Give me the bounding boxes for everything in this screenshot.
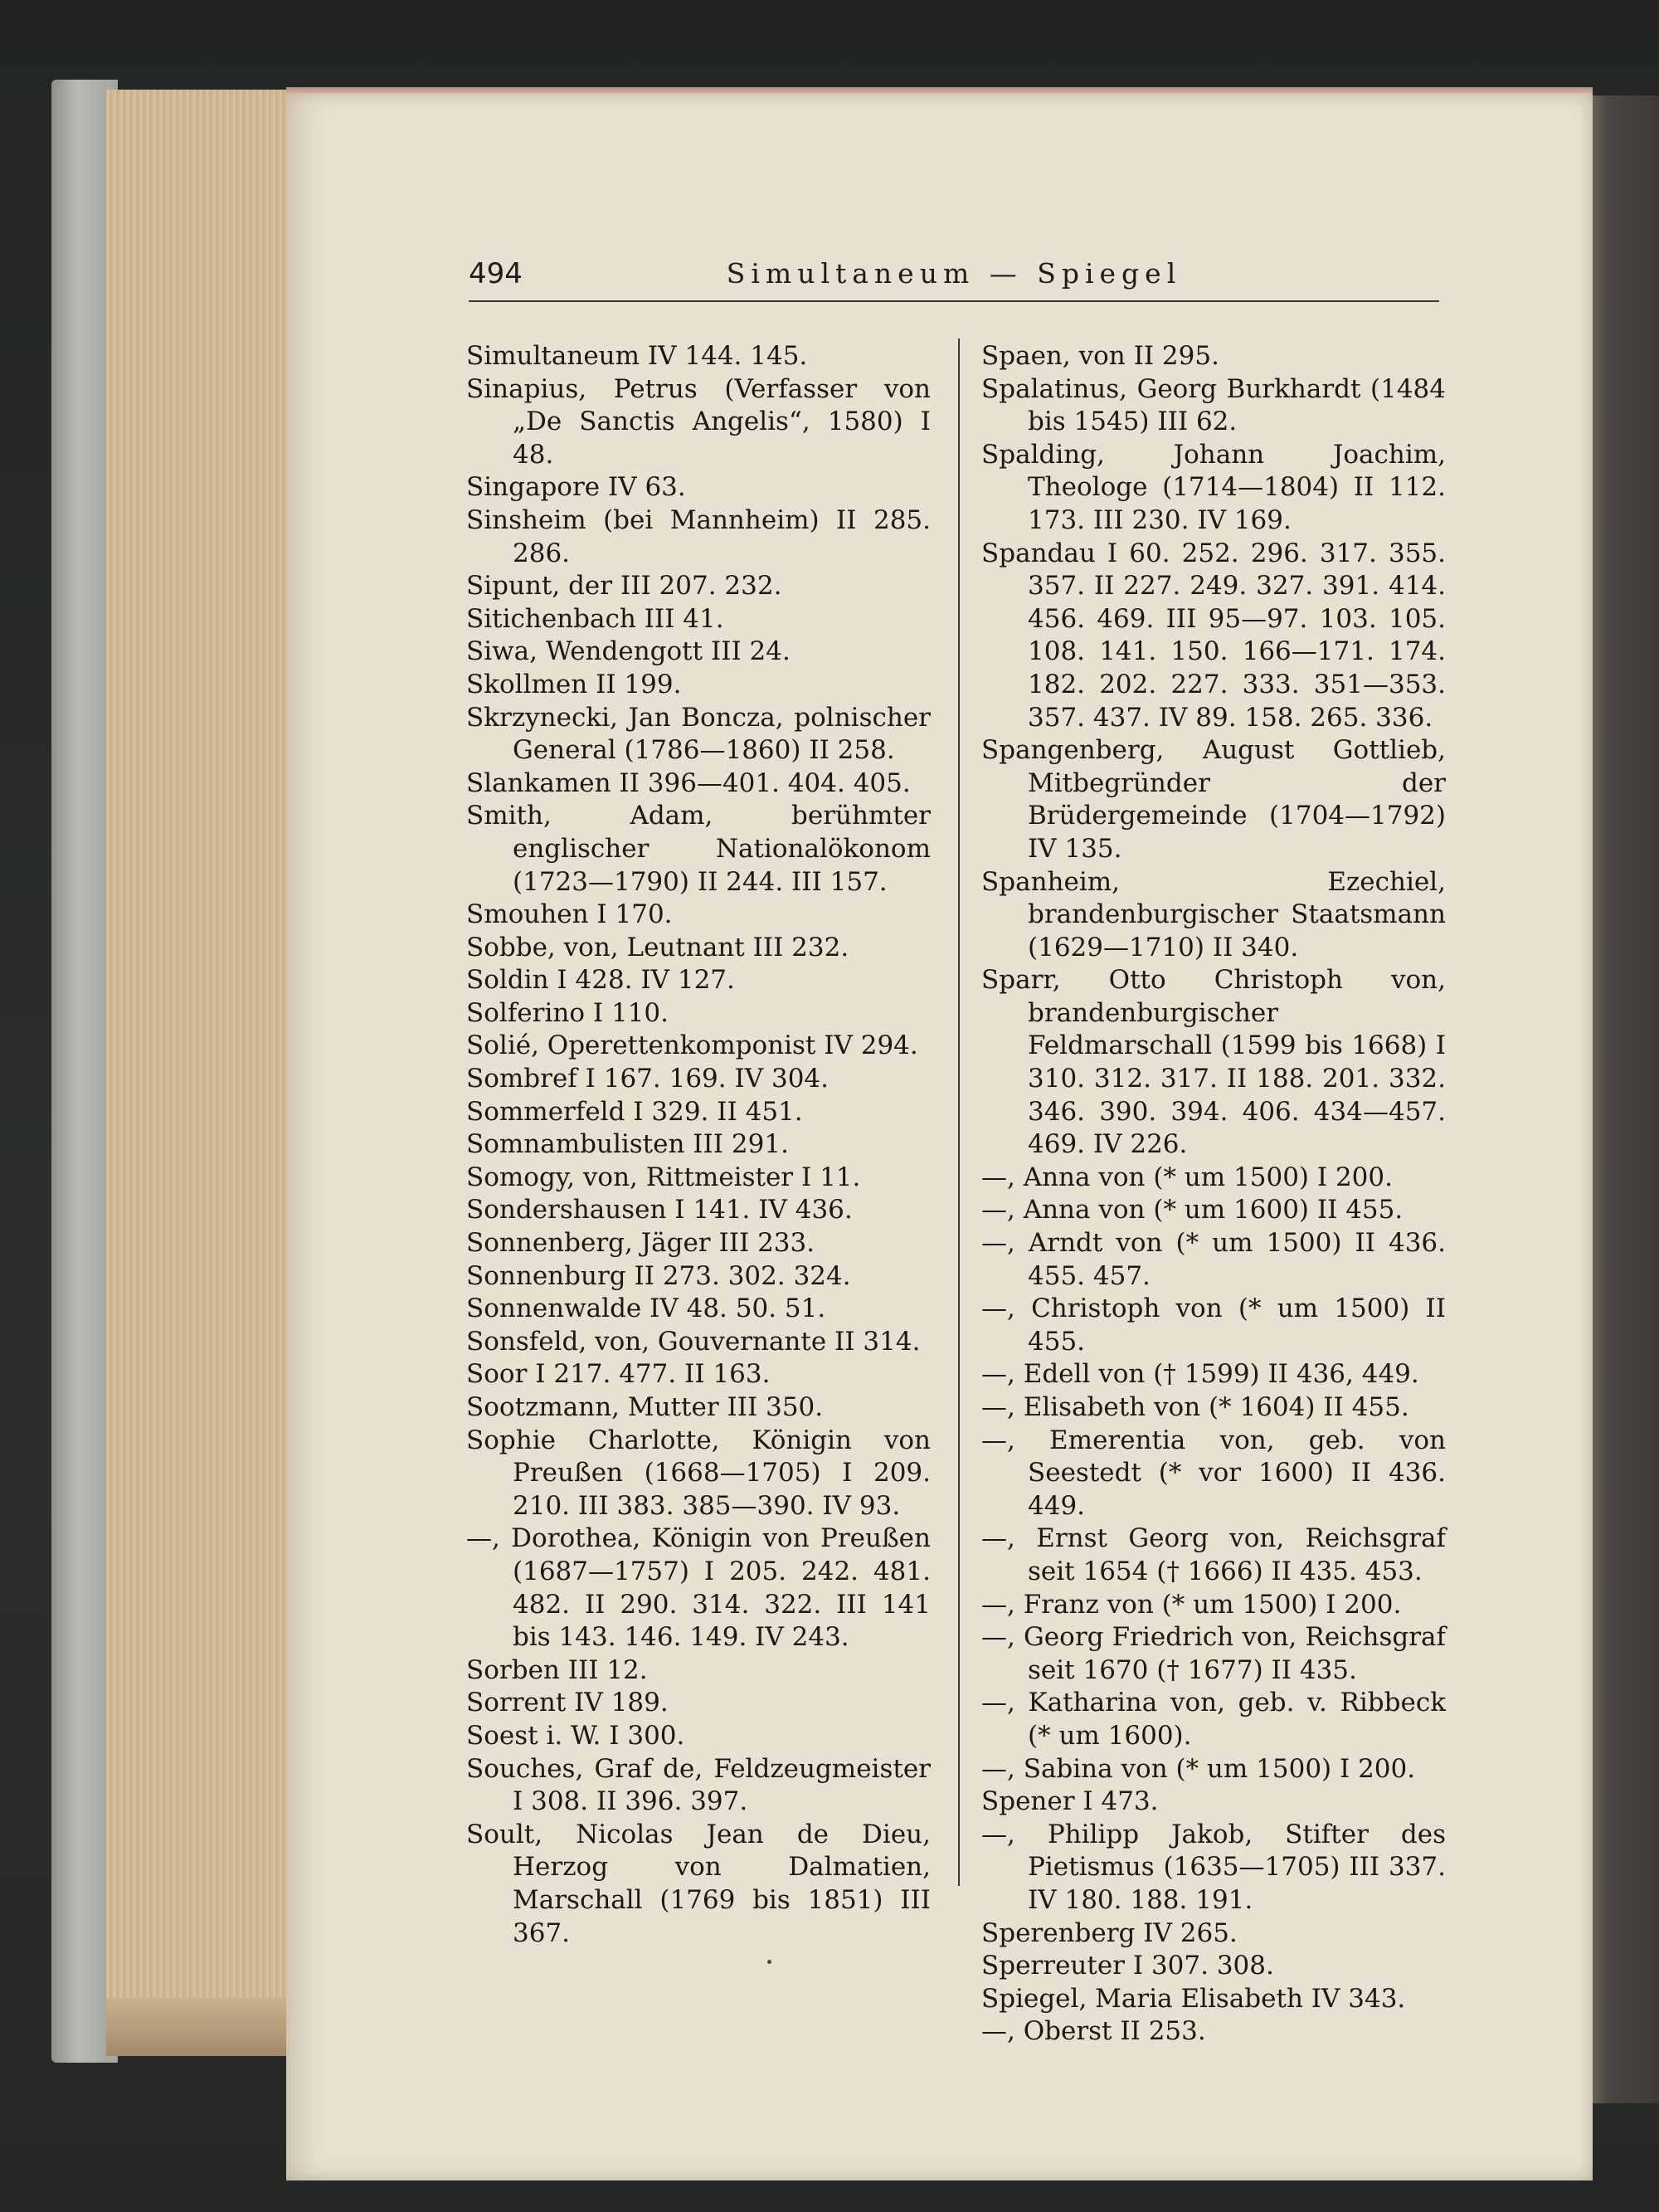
index-entry: Sombref I 167. 169. IV 304.	[466, 1064, 829, 1094]
index-entry: —, Christoph von (* um 1500) II 455.	[981, 1294, 1446, 1357]
index-entry: Sperenberg IV 265.	[981, 1917, 1238, 1948]
index-entry: Singapore IV 63.	[466, 472, 686, 503]
index-entry: Smith, Adam, berühmter englischer Nationalökonom (1723—1790) II 244. III 157.	[466, 801, 931, 897]
index-entry: Sootzmann, Mutter III 350.	[466, 1392, 824, 1422]
index-entry: Somnambulisten III 291.	[466, 1129, 789, 1160]
index-entry: Sipunt, der III 207. 232.	[466, 571, 782, 602]
index-entry: Somogy, von, Rittmeister I 11.	[466, 1162, 861, 1192]
index-entry: —, Emerentia von, geb. von Seestedt (* vor 1600) II 436. 449.	[981, 1425, 1446, 1521]
index-entry: Sommerfeld I 329. II 451.	[466, 1096, 803, 1127]
index-entry: —, Dorothea, Königin von Preußen (1687—1757) I 205. 242. 481. 482. II 290. 314. 322. III 141 bis 143. 146. 149. IV 243.	[466, 1523, 931, 1653]
page-stack-bottom	[106, 1998, 289, 2056]
index-entry: Spalatinus, Georg Burkhardt (1484 bis 1545) III 62.	[981, 373, 1446, 437]
index-entry: Spiegel, Maria Elisabeth IV 343.	[981, 1983, 1406, 2014]
index-entry: Sitichenbach III 41.	[466, 603, 724, 634]
index-entry: Sinsheim (bei Mannheim) II 285. 286.	[466, 504, 931, 568]
index-column-right	[981, 340, 1446, 2049]
index-entry: Spangenberg, August Gottlieb, Mitbegründer der Brüdergemeinde (1704—1792) IV 135.	[981, 735, 1446, 864]
index-entry: Soldin I 428. IV 127.	[466, 965, 735, 996]
index-entry: Spener I 473.	[981, 1786, 1159, 1817]
index-entry: —, Edell von († 1599) II 436, 449.	[981, 1359, 1419, 1390]
index-entry: Solferino I 110.	[466, 997, 669, 1028]
index-column-left	[466, 340, 931, 1950]
index-entry: Siwa, Wendengott III 24.	[466, 636, 791, 667]
index-entry: Sonnenwalde IV 48. 50. 51.	[466, 1294, 826, 1324]
index-entry: Solié, Operettenkomponist IV 294.	[466, 1030, 918, 1061]
index-entry: Sorrent IV 189.	[466, 1688, 669, 1718]
index-entry: Soult, Nicolas Jean de Dieu, Herzog von Dalmatien, Marschall (1769 bis 1851) III 367.	[466, 1819, 931, 1948]
ink-speck	[767, 1960, 771, 1964]
index-entry: —, Anna von (* um 1500) I 200.	[981, 1162, 1393, 1192]
index-entry: Sonnenberg, Jäger III 233.	[466, 1228, 815, 1259]
index-entry: Souches, Graf de, Feldzeugmeister I 308. II 396. 397.	[466, 1753, 931, 1817]
index-entry: Spanheim, Ezechiel, brandenburgischer Staatsmann (1629—1710) II 340.	[981, 866, 1446, 962]
index-entry: Spandau I 60. 252. 296. 317. 355. 357. II 227. 249. 327. 391. 414. 456. 469. III 95—97. 103. 105. 108. 141. 150. 166—171. 174. 182. 202. 227. 333. 351—353. 357. 437. IV 89. 158. 265. 336.	[981, 538, 1446, 733]
index-entry: Slankamen II 396—401. 404. 405.	[466, 767, 911, 798]
index-entry: Spalding, Johann Joachim, Theologe (1714—1804) II 112. 173. III 230. IV 169.	[981, 439, 1446, 535]
index-entry: —, Sabina von (* um 1500) I 200.	[981, 1753, 1416, 1784]
index-entry: Simultaneum IV 144. 145.	[466, 341, 808, 371]
index-entry: —, Georg Friedrich von, Reichsgraf seit 1670 († 1677) II 435.	[981, 1622, 1446, 1685]
index-entry: Smouhen I 170.	[466, 899, 673, 930]
running-head	[469, 257, 1439, 302]
page-stack-edge	[106, 90, 289, 1998]
page-number: 494	[469, 257, 523, 290]
index-entry: —, Franz von (* um 1500) I 200.	[981, 1589, 1402, 1620]
index-entry: Sophie Charlotte, Königin von Preußen (1668—1705) I 209. 210. III 383. 385—390. IV 93.	[466, 1425, 931, 1521]
index-entry: —, Elisabeth von (* 1604) II 455.	[981, 1392, 1409, 1422]
index-entry: Sonnenburg II 273. 302. 324.	[466, 1260, 851, 1291]
index-entry: —, Oberst II 253.	[981, 2016, 1206, 2047]
index-entry: Sorben III 12.	[466, 1654, 648, 1685]
index-entry: Soest i. W. I 300.	[466, 1720, 685, 1751]
index-entry: —, Anna von (* um 1600) II 455.	[981, 1195, 1404, 1225]
running-title: Simultaneum — Spiegel	[726, 257, 1182, 290]
index-entry: Sobbe, von, Leutnant III 232.	[466, 932, 849, 962]
column-divider	[958, 339, 960, 1886]
index-entry: —, Arndt von (* um 1500) II 436. 455. 457.	[981, 1228, 1446, 1291]
index-entry: Skrzynecki, Jan Boncza, polnischer General (1786—1860) II 258.	[466, 702, 931, 766]
facing-page-edge	[1588, 95, 1659, 2103]
index-entry: Sparr, Otto Christoph von, brandenburgischer Feldmarschall (1599 bis 1668) I 310. 312. 317. II 188. 201. 332. 346. 390. 394. 406. 434—457. 469. IV 226.	[981, 965, 1446, 1160]
index-entry: —, Ernst Georg von, Reichsgraf seit 1654 († 1666) II 435. 453.	[981, 1523, 1446, 1586]
index-entry: —, Philipp Jakob, Stifter des Pietismus (1635—1705) III 337. IV 180. 188. 191.	[981, 1819, 1446, 1915]
index-entry: Sperreuter I 307. 308.	[981, 1951, 1274, 1981]
index-entry: Spaen, von II 295.	[981, 341, 1219, 371]
index-entry: Soor I 217. 477. II 163.	[466, 1359, 771, 1390]
index-entry: —, Katharina von, geb. v. Ribbeck (* um 1600).	[981, 1688, 1446, 1751]
index-entry: Sonsfeld, von, Gouvernante II 314.	[466, 1326, 921, 1357]
index-entry: Sondershausen I 141. IV 436.	[466, 1195, 853, 1225]
index-entry: Skollmen II 199.	[466, 669, 682, 699]
index-entry: Sinapius, Petrus (Verfasser von „De Sanctis Angelis“, 1580) I 48.	[466, 373, 931, 470]
